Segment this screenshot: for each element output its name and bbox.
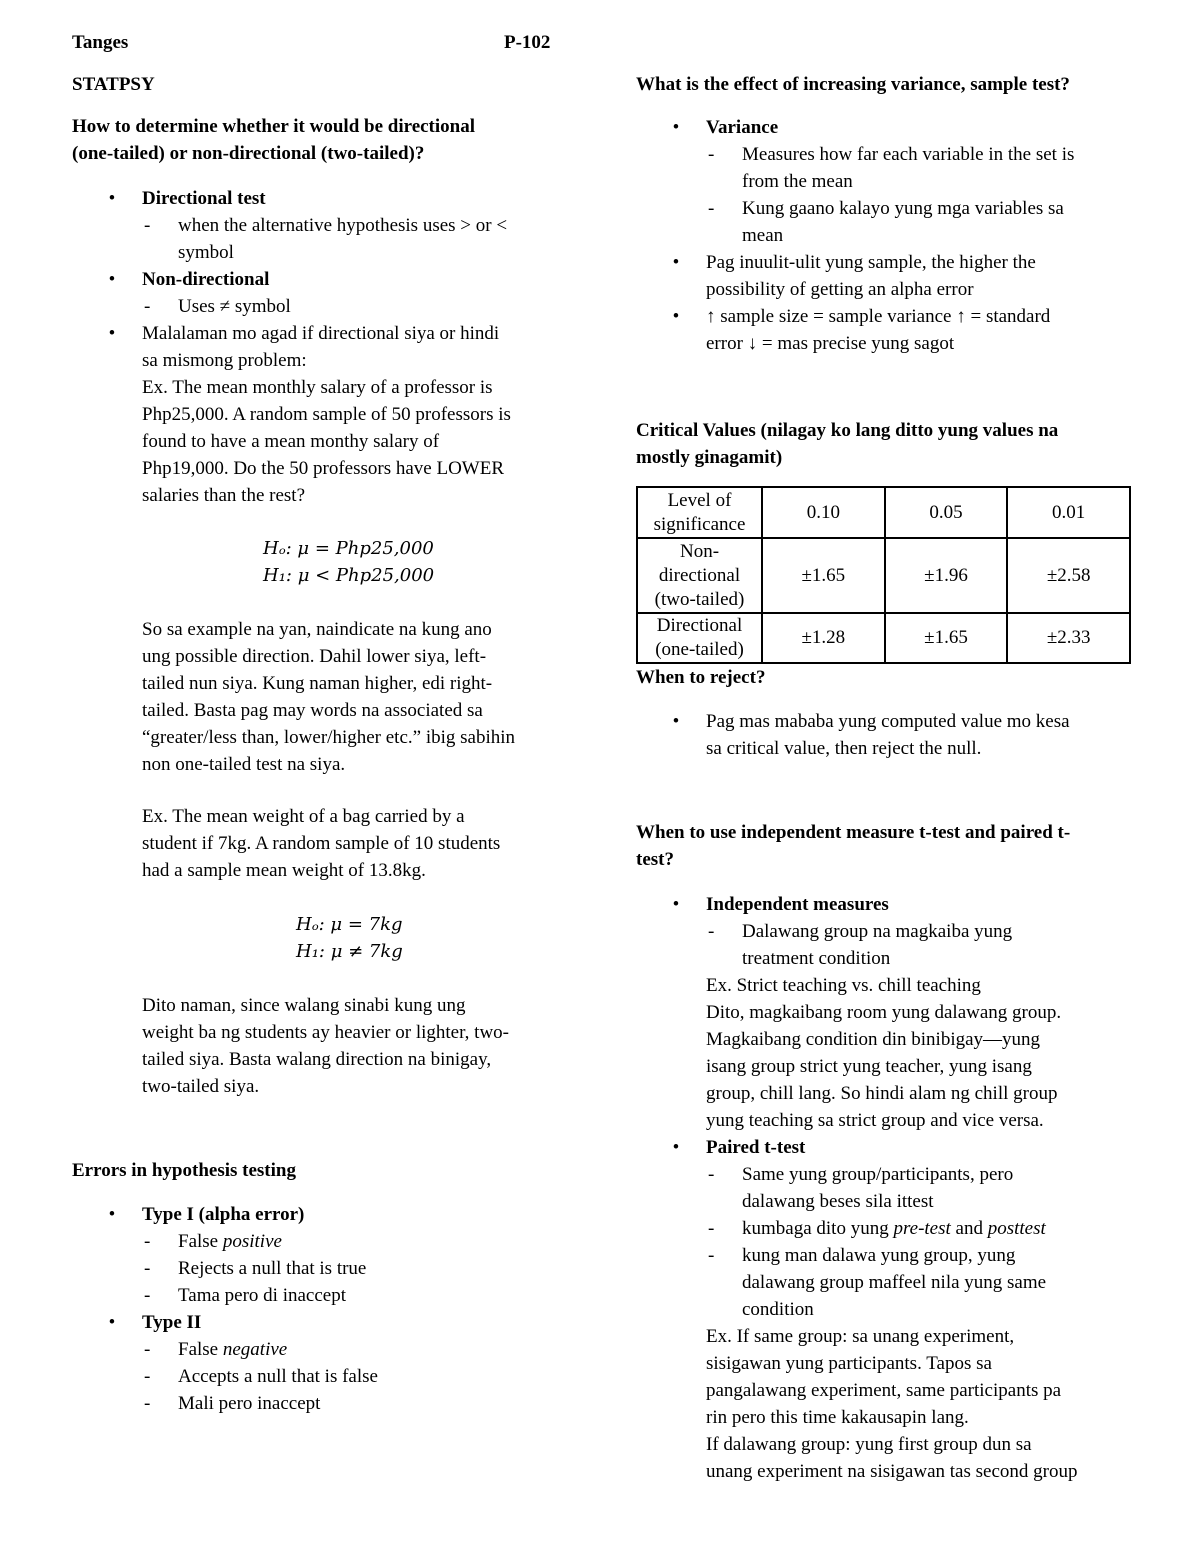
table-cell: ±1.65: [885, 613, 1008, 663]
list-item: - Measures how far each variable in the set is from the mean: [636, 141, 1156, 195]
section-title-critical-values: Critical Values (nilagay ko lang ditto yung values na mostly ginagamit): [636, 420, 1059, 468]
dash-icon: -: [144, 215, 151, 236]
list-item: - Accepts a null that is false: [72, 1363, 592, 1390]
list-item: Ex. Strict teaching vs. chill teaching Dito, magkaibang room yung dalawang group. Magkaibang condition din binibigay—yung isang group strict yung teacher, yung isang group, chill lang. So hindi alam ng chill group yung teaching sa strict group and vice versa.: [706, 975, 1062, 1131]
bullet-icon: •: [672, 711, 680, 732]
dash-icon: -: [144, 1366, 151, 1387]
list-item: - False positive: [72, 1228, 592, 1255]
list-item: - kung man dalawa yung group, yung dalawang group maffeel nila yung same condition: [636, 1242, 1166, 1323]
bullet-icon: •: [672, 894, 680, 915]
directional-list: [72, 185, 592, 509]
table-row: [637, 487, 1130, 538]
list-item: - Same yung group/participants, pero dalawang beses sila ittest: [636, 1161, 1166, 1215]
table-header-cell: Level of significance: [637, 487, 762, 538]
dash-icon: -: [708, 1218, 715, 1239]
dash-icon: -: [708, 198, 715, 219]
table-header-cell: 0.10: [762, 487, 885, 538]
dash-icon: -: [144, 1258, 151, 1279]
table-cell: ±1.96: [885, 538, 1008, 613]
section-title-directional: How to determine whether it would be directional (one-tailed) or non-directional (two-tailed)?: [72, 116, 476, 164]
list-item: • ↑ sample size = sample variance ↑ = standard error ↓ = mas precise yung sagot: [636, 303, 1156, 357]
list-item: - Uses ≠ symbol: [72, 293, 592, 320]
bullet-icon: •: [672, 1137, 680, 1158]
list-item: • Malalaman mo agad if directional siya or hindi sa mismong problem: Ex. The mean monthly salary of a professor is Php25,000. A random sample of 50 professors is found to have a mean monthy salary of Php19,000. Do the 50 professors have LOWER salaries than the rest?: [72, 320, 592, 509]
list-item: - Kung gaano kalayo yung mga variables sa mean: [636, 195, 1156, 249]
bullet-icon: •: [672, 306, 680, 327]
hypothesis-example-2: Hₒ: μ = 7kg H₁: μ ≠ 7kg: [296, 914, 403, 962]
list-item: - Tama pero di inaccept: [72, 1282, 592, 1309]
bullet-icon: •: [108, 188, 116, 209]
list-item: - kumbaga dito yung pre-test and posttest: [636, 1215, 1166, 1242]
example-2: Ex. The mean weight of a bag carried by a student if 7kg. A random sample of 10 students had a sample mean weight of 13.8kg.: [142, 806, 501, 881]
list-item: - Mali pero inaccept: [72, 1390, 592, 1417]
explanation-1: So sa example na yan, naindicate na kung ano ung possible direction. Dahil lower siya, left- tailed nun siya. Kung naman higher, edi right- tailed. Basta pag may words na associated sa “greater/less than, lower/higher etc.” ibig sabihin non one-tailed test na siya.: [142, 619, 516, 775]
table-header-cell: 0.05: [885, 487, 1008, 538]
section-title-variance: What is the effect of increasing variance, sample test?: [636, 74, 1070, 95]
table-cell: ±1.65: [762, 538, 885, 613]
explanation-2: Dito naman, since walang sinabi kung ung weight ba ng students ay heavier or lighter, two- tailed siya. Basta walang direction na binigay, two-tailed siya.: [142, 995, 510, 1097]
table-row: [637, 538, 1130, 613]
section-title-ttest: When to use independent measure t-test and paired t- test?: [636, 822, 1071, 870]
dash-icon: -: [708, 1245, 715, 1266]
list-item: • Variance: [636, 114, 1156, 141]
table-cell: ±1.28: [762, 613, 885, 663]
list-item: • Pag mas mababa yung computed value mo kesa sa critical value, then reject the null.: [636, 708, 1156, 762]
list-item: - when the alternative hypothesis uses > or < symbol: [72, 212, 592, 266]
author-name: Tanges: [72, 32, 129, 53]
dash-icon: -: [708, 1164, 715, 1185]
dash-icon: -: [708, 921, 715, 942]
course-title: STATPSY: [72, 74, 155, 95]
list-item: • Type II: [72, 1309, 592, 1336]
variance-list: [636, 114, 1156, 357]
bullet-icon: •: [108, 1312, 116, 1333]
list-item: - Rejects a null that is true: [72, 1255, 592, 1282]
section-title-errors: Errors in hypothesis testing: [72, 1160, 296, 1181]
list-item: • Type I (alpha error): [72, 1201, 592, 1228]
list-item: Ex. If same group: sa unang experiment, sisigawan yung participants. Tapos sa pangalawang experiment, same participants pa rin pero this time kakausapin lang. If dalawang group: yung first group dun sa unang experiment na sisigawan tas second group: [706, 1326, 1078, 1482]
errors-list: [72, 1201, 592, 1417]
list-item: - Dalawang group na magkaiba yung treatment condition: [636, 918, 1166, 972]
list-item: • Non-directional: [72, 266, 592, 293]
critical-values-table: [636, 486, 1131, 664]
table-cell: ±2.33: [1007, 613, 1130, 663]
dash-icon: -: [144, 296, 151, 317]
table-cell: Directional (one-tailed): [637, 613, 762, 663]
dash-icon: -: [144, 1339, 151, 1360]
section-title-reject: When to reject?: [636, 667, 766, 688]
course-code: P-102: [504, 32, 551, 53]
list-item: • Directional test: [72, 185, 592, 212]
dash-icon: -: [144, 1231, 151, 1252]
dash-icon: -: [144, 1393, 151, 1414]
list-item: - False negative: [72, 1336, 592, 1363]
reject-list: [636, 708, 1156, 762]
list-item: • Independent measures: [636, 891, 1166, 918]
table-row: [637, 613, 1130, 663]
list-item: • Pag inuulit-ulit yung sample, the higher the possibility of getting an alpha error: [636, 249, 1156, 303]
bullet-icon: •: [108, 269, 116, 290]
hypothesis-example-1: Hₒ: μ = Php25,000 H₁: μ < Php25,000: [263, 538, 435, 586]
dash-icon: -: [708, 144, 715, 165]
bullet-icon: •: [108, 323, 116, 344]
list-item: • Paired t-test: [636, 1134, 1166, 1161]
dash-icon: -: [144, 1285, 151, 1306]
table-cell: Non-directional (two-tailed): [637, 538, 762, 613]
table-header-cell: 0.01: [1007, 487, 1130, 538]
ttest-list: [636, 891, 1166, 1485]
bullet-icon: •: [672, 252, 680, 273]
table-cell: ±2.58: [1007, 538, 1130, 613]
bullet-icon: •: [108, 1204, 116, 1225]
bullet-icon: •: [672, 117, 680, 138]
